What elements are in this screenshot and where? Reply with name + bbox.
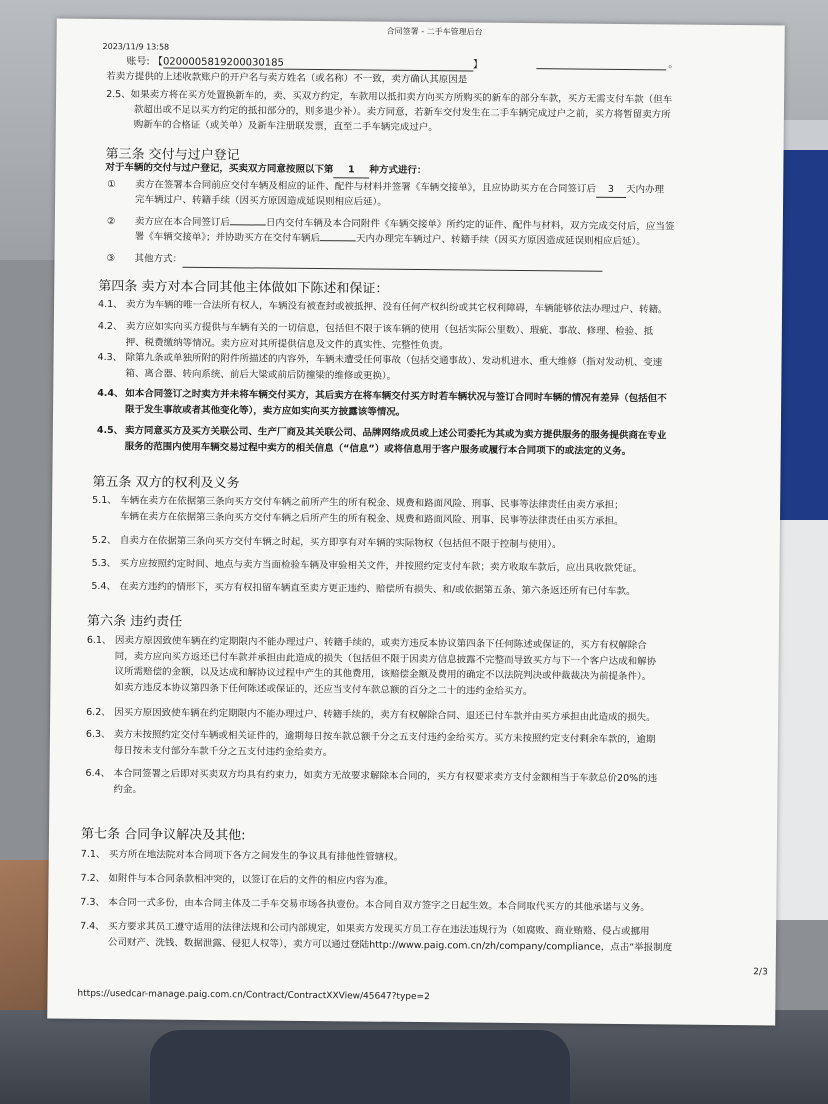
clause-item <box>97 350 773 387</box>
clause-line: 自卖方在依据第三条向买方交付车辆之时起，买方即享有对车辆的实际物权（包括但不限于控制与使用）。 <box>119 535 562 551</box>
clause-text <box>114 633 769 701</box>
clause-item <box>92 556 772 578</box>
clause-item <box>92 493 772 531</box>
clause-number: 4.2、 <box>97 320 123 333</box>
clause-line: 因卖方原因致使车辆在约定期限内不能办理过户、转籍手续的，或卖方违反本协议第四条下任何陈述或保证的，买方有权解除合 <box>114 635 647 652</box>
section-3-title: 第三条 交付与过户登记 <box>105 147 240 164</box>
clause-line: 约金。 <box>113 783 142 795</box>
clause-item <box>98 297 774 319</box>
clause-2-5-line: 购新车的合格证（或关单）及新车注册联发票，直至二手车辆完成过户。 <box>133 119 438 134</box>
clause-item <box>80 919 768 957</box>
option-3-text: 其他方式： <box>134 251 602 271</box>
clause-line: 如本合同签订之时卖方并未将车辆交付买方，其后卖方在将车辆交付买方时若车辆状况与签订合同时车辆的情况有差异（包括但不 <box>125 388 667 405</box>
clause-text <box>109 847 767 869</box>
footer-url: https://usedcar-manage.paig.com.cn/Contract/ContractXXView/45647?type=2 <box>77 988 430 1003</box>
clause-item <box>80 871 768 893</box>
clause-number: 4.3、 <box>97 351 123 364</box>
clause-line: 车辆在卖方在依据第三条向买方交付车辆之前所产生的所有税金、规费和路面风险、刑事、民事等法律责任由卖方承担； <box>120 495 624 511</box>
clause-number: 4.5、 <box>96 424 124 437</box>
contract-page <box>47 19 785 1026</box>
clause-number: 6.3、 <box>85 728 111 741</box>
clause-text <box>113 766 767 803</box>
clause-line: 本合同一式多份，由本合同主体及二手车交易市场各执壹份。本合同自双方签字之日起生效。本合同取代买方的其他承诺与义务。 <box>108 897 650 914</box>
clause-2-5-line: 款超出或不足以买方约定的抵扣部分的，则多退少补）。卖方同意，若新车交付发生在二手车辆完成过户之前，买方将暂留卖方所 <box>133 104 671 121</box>
clause-text <box>125 423 771 460</box>
clause-text <box>120 556 770 578</box>
clause-item <box>81 847 769 869</box>
clause-line: 如附件与本合同条款相冲突的，以签订在后的文件的相应内容为准。 <box>108 873 394 887</box>
section-3-lead: 对于车辆的交付与过户登记，买卖双方同意按照以下第 1 种方式进行： <box>105 160 426 179</box>
clause-number: 4.4、 <box>97 387 124 400</box>
clause-text <box>126 297 772 319</box>
section-7-title: 第七条 合同争议解决及其他: <box>80 826 246 844</box>
option-3-mark: ③ <box>106 253 116 265</box>
clause-line: 卖方为车辆的唯一合法所有权人，车辆没有被查封或被抵押、没有任何产权纠纷或其它权利障碍，车辆能够依法办理过户、转籍。 <box>126 299 668 316</box>
clause-text <box>120 493 770 530</box>
account-reason-blank <box>536 56 666 70</box>
option-2-mark: ② <box>106 216 116 228</box>
clause-item <box>92 533 772 555</box>
clause-number: 7.1、 <box>80 848 106 861</box>
clause-text <box>108 871 766 893</box>
clause-item <box>85 766 769 804</box>
clause-number: 7.3、 <box>80 896 105 909</box>
clause-text <box>125 386 771 423</box>
clause-number: 6.2、 <box>86 706 111 719</box>
clause-text <box>119 579 769 601</box>
clause-text <box>120 533 770 555</box>
clause-text <box>108 895 766 917</box>
clause-line: 每日按未支付部分车款千分之五支付违约金给卖方。 <box>113 744 333 758</box>
clause-2-5-line: 2.5、如果卖方将在买方处置换新车的，卖、买双方约定，车款用以抵扣卖方向买方所购买的新车的部分车款，买方无需支付车款（但车 <box>106 89 673 106</box>
section-5-title: 第五条 双方的权利及义务 <box>92 474 240 492</box>
clause-line: 除第九条或单独所附的附件所描述的内容外，车辆未遭受任何事故（包括交通事故）、发动机进水、重大维修（指对发动机、变速 <box>125 352 663 369</box>
account-bracket: 】 <box>472 59 484 71</box>
account-number: 0200005819200030185 <box>163 57 473 72</box>
page-number: 2/3 <box>753 967 768 978</box>
section-6-title: 第六条 违约责任 <box>86 613 183 630</box>
option-1-text: 完车辆过户、转籍手续（因买方原因造成延误则相应后延）。 <box>135 194 387 208</box>
print-page-title: 合同签署 - 二手车管理后台 <box>386 26 483 37</box>
clause-item <box>91 579 771 601</box>
clause-line: 押、税费缴纳等情况。卖方应对其所提供信息及文件的真实性、完整性负责。 <box>125 336 449 351</box>
clause-number: 5.2、 <box>91 534 117 547</box>
clause-text <box>108 919 766 956</box>
clause-line: 因买方原因致使车辆在约定期限内不能办理过户、转籍手续的，卖方有权解除合同、退还已付车款并由买方承担由此造成的损失。 <box>114 707 656 724</box>
clause-number: 5.1、 <box>92 494 117 507</box>
clause-line: 同，卖方应向买方返还已付车款并承担由此造成的损失（包括但不限于因卖方信息披露不完整而导致买方与下一个客户达成和解协 <box>114 650 657 667</box>
clause-item <box>86 705 770 727</box>
print-timestamp: 2023/11/9 13:58 <box>102 41 170 52</box>
clause-line: 公司财产、洗钱、数据泄露、侵犯人权等），卖方可以通过登陆http://www.paig.com.cn/zh/company/compliance，点击“举报制度 <box>107 936 673 953</box>
option-1-mark: ① <box>107 179 116 191</box>
clause-number: 7.2、 <box>80 872 106 885</box>
clause-line: 卖方未按照约定交付车辆或相关证件的，逾期每日按车款总额千分之五支付违约金给买方。买方未按照约定支付剩余车款的，逾期 <box>113 729 656 746</box>
account-end: 。 <box>668 59 678 71</box>
clause-line: 服务的范围内使用车辆交易过程中卖方的相关信息（“信息”）或将信息用于客户服务或履行本合同项下的或法定的义务。 <box>124 440 632 457</box>
option-2-text: 卖方应在本合同签订后 日内交付车辆及本合同附件《车辆交接单》所约定的证件、配件与材料，双方完成交付后，应当签 <box>134 216 675 233</box>
clause-item <box>97 386 773 423</box>
account-line <box>126 52 483 71</box>
clause-item <box>86 727 770 765</box>
clause-line: 箱、离合器、转向系统、前后大梁或前后防撞梁的维修或更换）。 <box>125 367 397 382</box>
clause-line: 议所需赔偿的金额，以及达成和解协议过程中产生的其他费用，该赔偿金额及费用的确定不以法院判决或仲裁裁决为前提条件）。 <box>114 666 652 683</box>
clause-number: 7.4、 <box>80 920 105 933</box>
background-clothing <box>150 1030 570 1104</box>
intro-line: 若卖方提供的上述收款账户的开户名与卖方姓名（或名称）不一致，卖方确认其原因是 <box>106 71 468 86</box>
clause-line: 买方要求其员工遵守适用的法律法规和公司内部规定，如果卖方发现买方员工存在违法违规行为（如腐败、商业贿赂、侵占或挪用 <box>108 921 650 938</box>
clause-line: 买方应按照约定时间、地点与卖方当面检验车辆及审验相关文件，并按照约定支付车款；卖方收取车款后，应出具收款凭证。 <box>119 558 643 575</box>
section-4-title: 第四条 卖方对本合同其他主体做如下陈述和保证： <box>98 278 389 297</box>
clause-line: 本合同签署之后即对买卖双方均具有约束力，如卖方无故要求解除本合同的，买方有权要求卖方支付金额相当于车款总价20%的违 <box>113 768 658 785</box>
clause-number: 4.1、 <box>98 298 123 311</box>
clause-item <box>80 895 768 917</box>
clause-line: 如卖方违反本协议第四条下任何陈述或保证的，还应当支付车款总额的百分之二十的违约金给买方。 <box>114 681 533 697</box>
clause-text <box>114 727 768 764</box>
option-1-text: 卖方在签署本合同前应交付车辆及相应的证件、配件与材料并签署《车辆交接单》，且应协助买方在合同签订后 3 天内办理 <box>135 177 775 199</box>
clause-line: 卖方同意买方及买方关联公司、生产厂商及其关联公司、品牌网络成员或上述公司委托为其或为卖方提供服务的服务提供商在专业 <box>124 425 667 442</box>
clause-text <box>114 705 768 727</box>
clause-item <box>97 423 773 460</box>
clause-line: 在卖方违约的情形下，买方有权扣留车辆直至卖方更正违约、赔偿所有损失、和/或依据第五条、第六条返还所有已付车款。 <box>119 581 636 598</box>
clause-number: 5.3、 <box>91 557 117 570</box>
clause-line: 车辆在卖方在依据第三条向买方交付车辆之后所产生的所有税金、规费和路面风险、刑事、民事等法律责任由买方承担。 <box>119 510 624 527</box>
account-label: 账号: 【 <box>126 56 164 68</box>
option-2-text: 署《车辆交接单》；并协助买方在交付车辆后 天内办理完车辆过户、转籍手续（因买方原因造成延误则相应后延）。 <box>134 231 646 248</box>
clause-line: 买方所在地法院对本合同项下各方之间发生的争议具有排他性管辖权。 <box>108 849 404 863</box>
clause-number: 6.1、 <box>86 634 112 647</box>
clause-line: 卖方应如实向买方提供与车辆有关的一切信息，包括但不限于该车辆的使用（包括实际公里数）、瑕疵、事故、修理、检验、抵 <box>125 321 654 338</box>
clause-line: 限于发生事故或者其他变化等），卖方应如实向买方披露该等情况。 <box>125 403 406 418</box>
clause-number: 5.4、 <box>91 580 117 593</box>
clause-text <box>125 350 771 387</box>
clause-number: 6.4、 <box>85 767 111 780</box>
clause-item <box>86 633 771 702</box>
